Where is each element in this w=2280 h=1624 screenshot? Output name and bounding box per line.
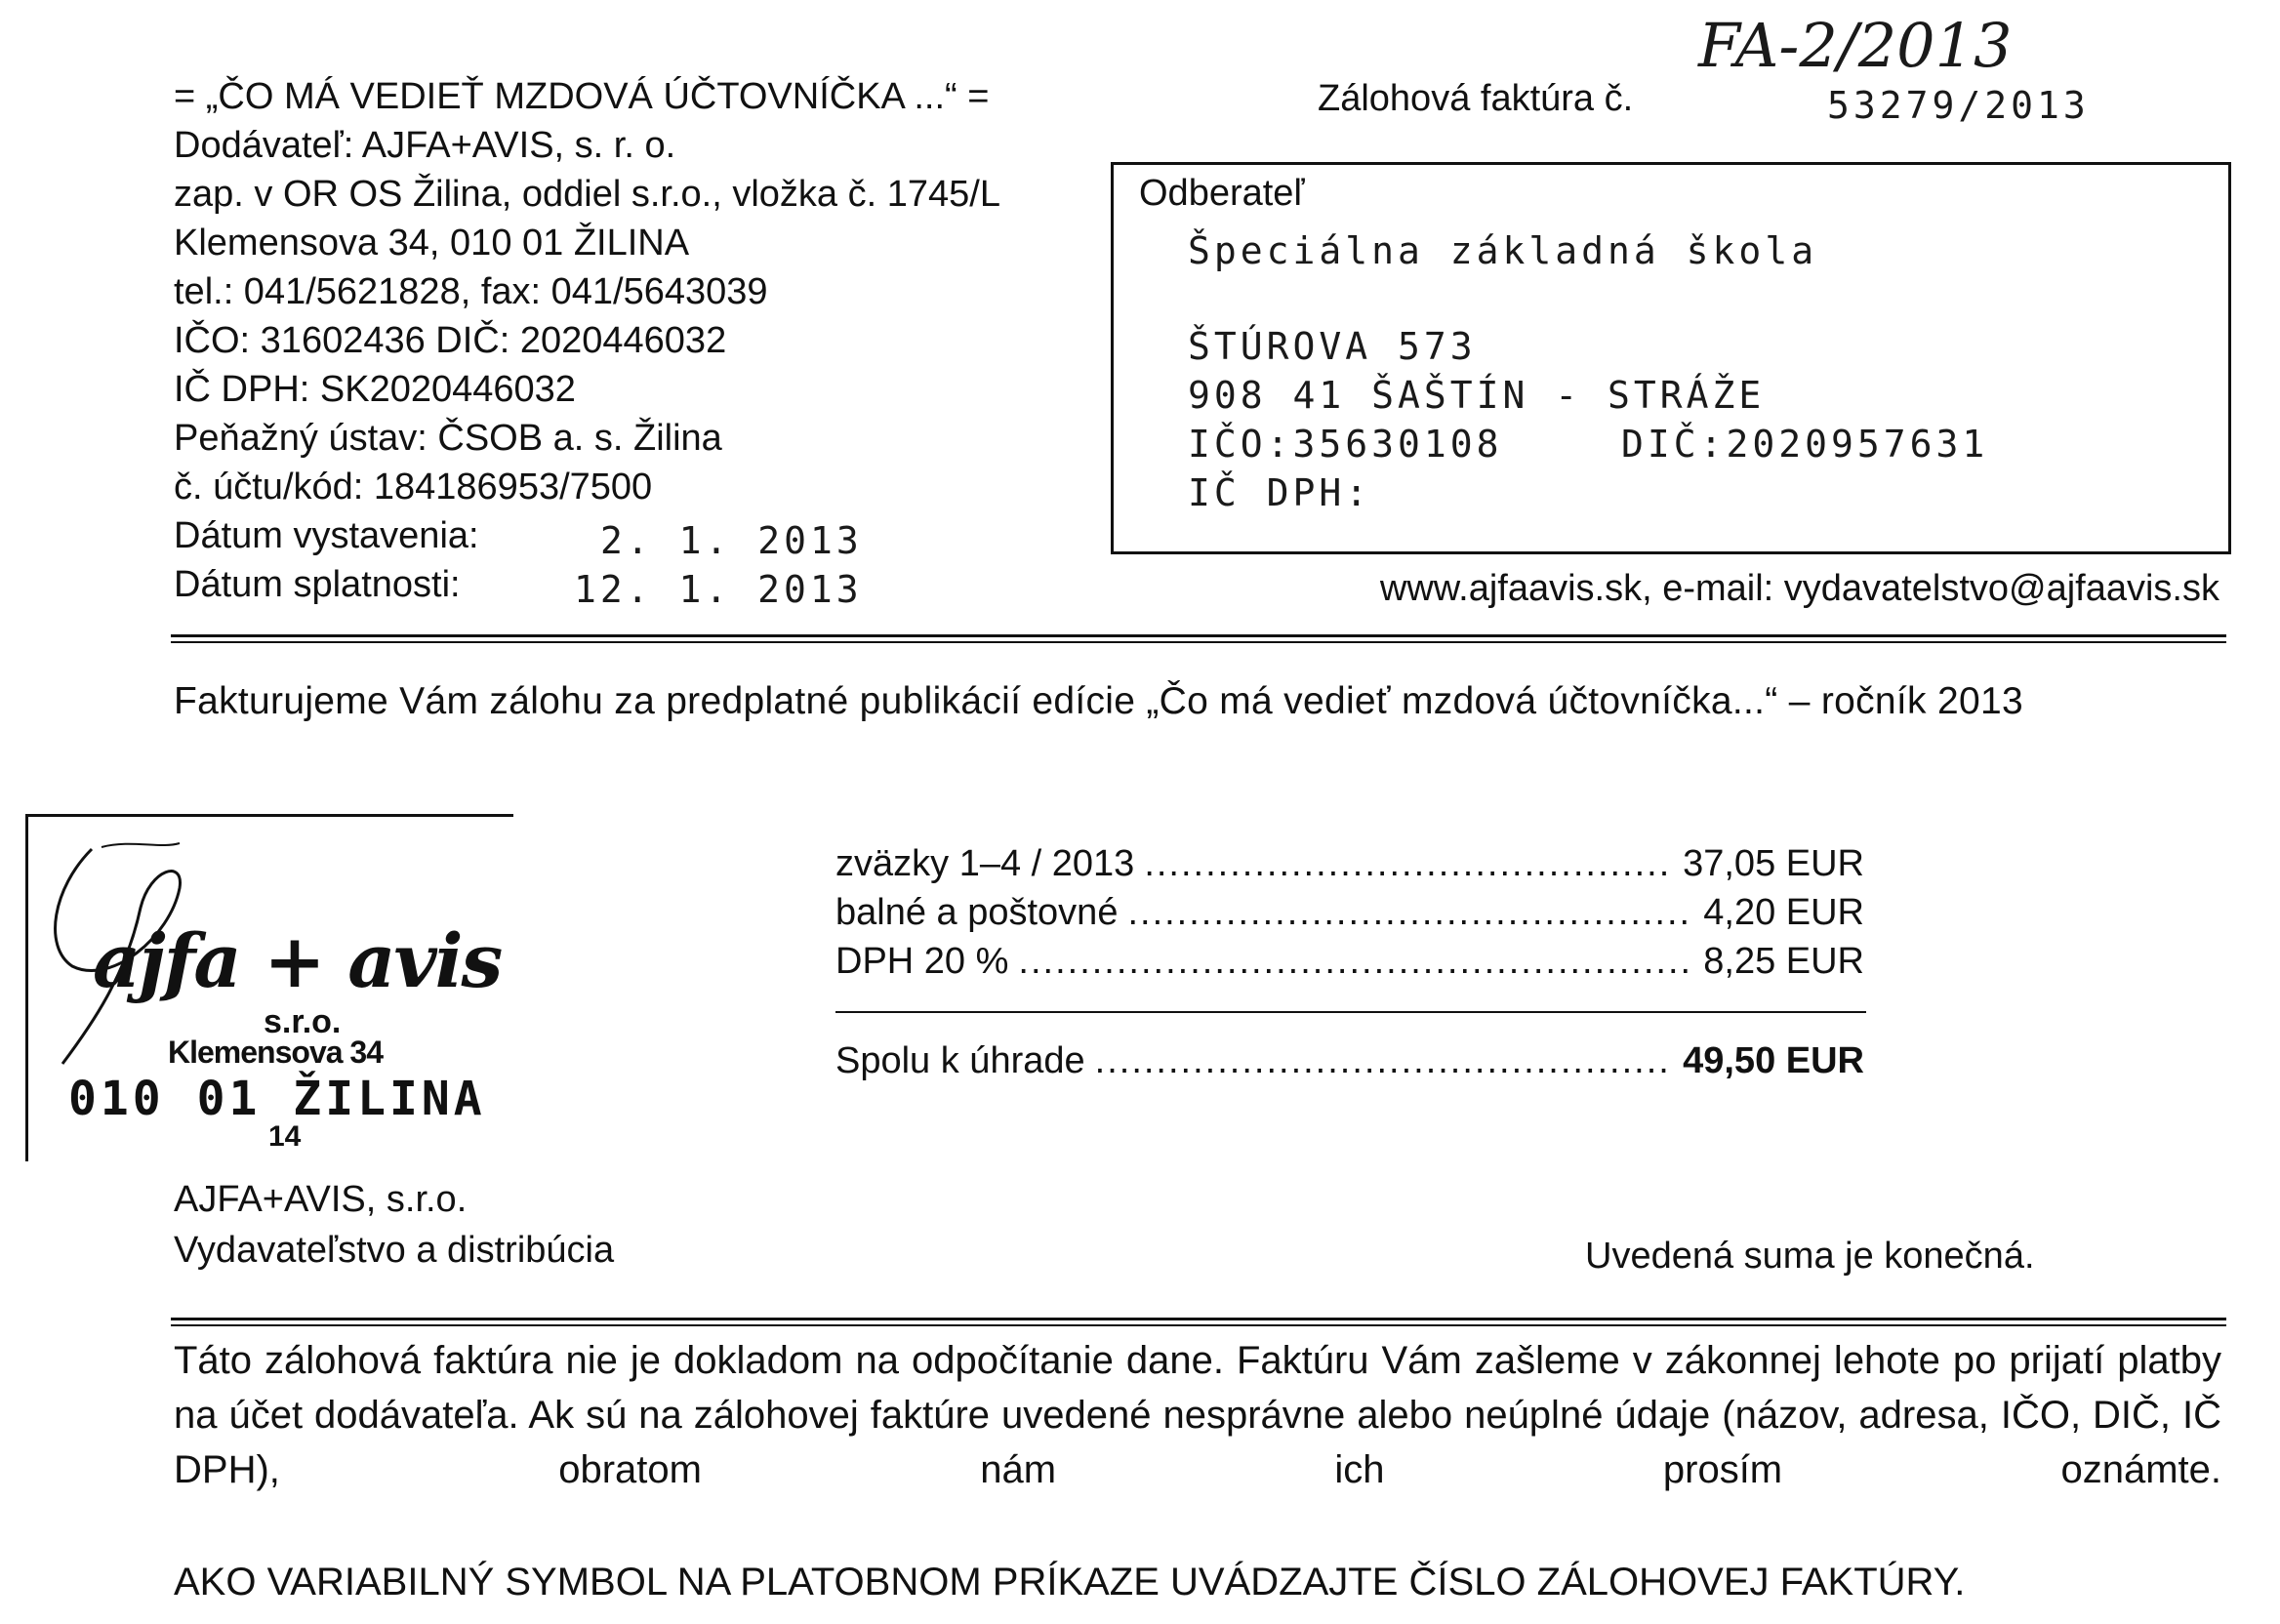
web-contact: www.ajfaavis.sk, e-mail: vydavatelstvo@ajfaavis.sk xyxy=(1379,568,2219,609)
total-amount: 49,50 EUR xyxy=(1683,1040,1864,1081)
stamp-street: Klemensova 34 xyxy=(168,1035,384,1070)
final-note: Uvedená suma je konečná. xyxy=(1585,1236,2035,1277)
leader-dots xyxy=(1018,937,1693,986)
line-item xyxy=(835,888,1864,937)
supplier-bank: Peňažný ústav: ČSOB a. s. Žilina xyxy=(174,418,722,459)
total-label: Spolu k úhrade xyxy=(835,1040,1085,1081)
stamp-frame-left xyxy=(25,814,28,1161)
stamp-frame-top xyxy=(25,814,513,817)
supplier-address: Klemensova 34, 010 01 ŽILINA xyxy=(174,223,690,264)
line-item-amount: 37,05 EUR xyxy=(1683,843,1864,884)
issue-date-label: Dátum vystavenia: xyxy=(174,515,479,556)
customer-ico: IČO:35630108 xyxy=(1188,423,1503,466)
company-subtitle: Vydavateľstvo a distribúcia xyxy=(174,1230,615,1271)
disclaimer-text: Táto zálohová faktúra nie je dokladom na odpočítanie dane. Faktúru Vám zašleme v zákonnej lehote po prijatí platby na účet dodávateľa. Ak sú na zálohovej faktúre uvedené nesprávne alebo neúplné údaje (názov, adresa, IČO, DIČ, IČ DPH), obratom nám ich prosím oznámte. xyxy=(174,1339,2221,1491)
line-item-label: DPH 20 % xyxy=(835,941,1009,982)
due-date-label: Dátum splatnosti: xyxy=(174,564,461,605)
supplier-phone: tel.: 041/5621828, fax: 041/5643039 xyxy=(174,271,768,312)
stamp-logo: ajfa + avis xyxy=(93,917,502,1004)
total-row xyxy=(835,1036,1864,1085)
total-divider xyxy=(835,1011,1866,1013)
invoice-number: 53279/2013 xyxy=(1827,84,2090,127)
supplier-vat: IČ DPH: SK2020446032 xyxy=(174,369,576,410)
variable-symbol-note: AKO VARIABILNÝ SYMBOL NA PLATOBNOM PRÍKAZE UVÁDZAJTE ČÍSLO ZÁLOHOVEJ FAKTÚRY. xyxy=(174,1561,1966,1604)
stamp-city: 010 01 ŽILINA xyxy=(68,1072,486,1126)
invoice-label: Zálohová faktúra č. xyxy=(1318,78,1634,119)
customer-street: ŠTÚROVA 573 xyxy=(1188,325,1477,368)
leader-dots xyxy=(1127,888,1693,937)
line-item-label: balné a poštovné xyxy=(835,892,1119,933)
due-date-value: 12. 1. 2013 xyxy=(574,568,863,611)
intro-text: Fakturujeme Vám zálohu za predplatné publikácií edície „Čo má vedieť mzdová účtovníčka...“ – ročník 2013 xyxy=(174,680,2023,722)
supplier-ids: IČO: 31602436 DIČ: 2020446032 xyxy=(174,320,727,361)
customer-label: Odberateľ xyxy=(1139,173,1305,214)
supplier-account: č. účtu/kód: 184186953/7500 xyxy=(174,467,653,508)
header-divider xyxy=(171,634,2226,643)
company-name: AJFA+AVIS, s.r.o. xyxy=(174,1179,468,1220)
customer-box xyxy=(1111,162,2231,554)
footer-divider xyxy=(171,1318,2226,1326)
line-item-amount: 8,25 EUR xyxy=(1703,941,1864,982)
customer-dic: DIČ:2020957631 xyxy=(1621,423,1989,466)
supplier-line: Dodávateľ: AJFA+AVIS, s. r. o. xyxy=(174,125,676,166)
line-item-amount: 4,20 EUR xyxy=(1703,892,1864,933)
registration-line: zap. v OR OS Žilina, oddiel s.r.o., vložka č. 1745/L xyxy=(174,174,1000,215)
line-item xyxy=(835,937,1864,986)
customer-city: 908 41 ŠAŠTÍN - STRÁŽE xyxy=(1188,374,1766,417)
line-item-label: zväzky 1–4 / 2013 xyxy=(835,843,1135,884)
stamp-sro: s.r.o. xyxy=(264,1003,342,1040)
publication-title: = „ČO MÁ VEDIEŤ MZDOVÁ ÚČTOVNÍČKA ...“ = xyxy=(174,76,990,117)
stamp-number: 14 xyxy=(268,1120,302,1153)
handwritten-reference: FA-2/2013 xyxy=(1698,10,2013,81)
customer-name: Špeciálna základná škola xyxy=(1188,229,1818,272)
leader-dots xyxy=(1095,1036,1673,1085)
issue-date-value: 2. 1. 2013 xyxy=(600,519,863,562)
leader-dots xyxy=(1144,839,1673,888)
line-item xyxy=(835,839,1864,888)
customer-ic-dph: IČ DPH: xyxy=(1188,471,1372,514)
